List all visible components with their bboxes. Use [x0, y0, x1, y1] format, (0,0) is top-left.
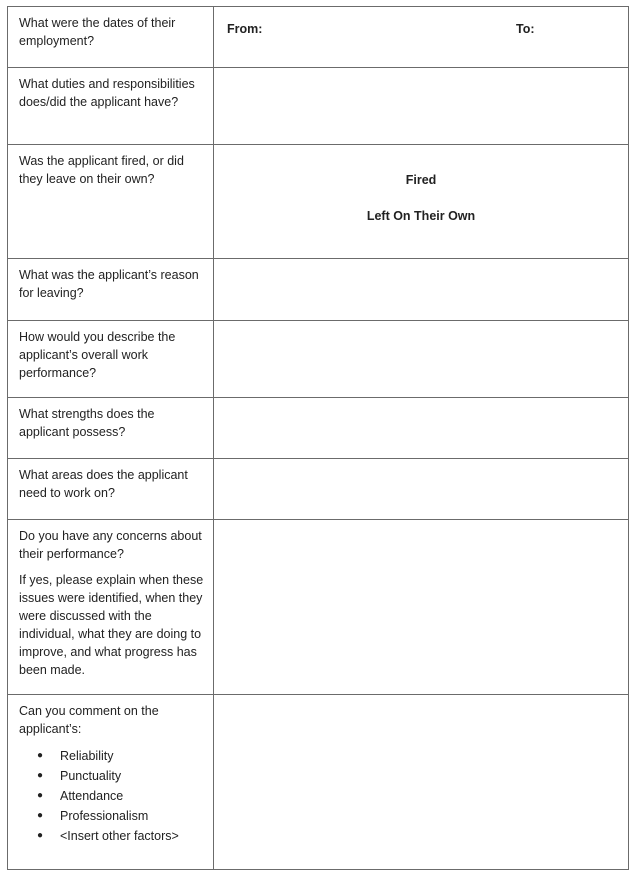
- answer-cell-dates[interactable]: [214, 7, 629, 68]
- table-row: [8, 695, 629, 870]
- question-text: What were the dates of their employment?: [19, 16, 176, 48]
- table-row: [8, 259, 629, 321]
- answer-cell[interactable]: [214, 68, 629, 145]
- list-item: ● Reliability: [19, 746, 205, 766]
- question-cell: [8, 520, 214, 695]
- question-cell: [8, 145, 214, 259]
- table-row: [8, 398, 629, 459]
- question-cell: [8, 7, 214, 68]
- factor-list: [19, 746, 205, 846]
- table-row: [8, 459, 629, 520]
- answer-cell[interactable]: [214, 520, 629, 695]
- question-text: Do you have any concerns about their performance?: [19, 529, 202, 561]
- answer-cell-options: [214, 145, 629, 259]
- option-fired[interactable]: Fired: [405, 173, 437, 187]
- question-text: What strengths does the applicant possess?: [19, 407, 155, 439]
- question-text: What duties and responsibilities does/did the applicant have?: [19, 77, 195, 109]
- question-cell: [8, 259, 214, 321]
- question-subtext: If yes, please explain when these issues were identified, when they were discussed with the individual, what they are doing to improve, and what progress has been made.: [19, 573, 204, 677]
- list-item: ● <Insert other factors>: [19, 826, 205, 846]
- question-cell: [8, 459, 214, 520]
- to-label: To:: [516, 22, 535, 36]
- question-text: How would you describe the applicant’s overall work performance?: [19, 330, 176, 380]
- question-cell: [8, 68, 214, 145]
- question-text: What areas does the applicant need to work on?: [19, 468, 188, 500]
- question-text: Can you comment on the applicant’s:: [19, 704, 159, 736]
- list-item: ● Punctuality: [19, 766, 205, 786]
- list-item: ● Attendance: [19, 786, 205, 806]
- table-row: [8, 321, 629, 398]
- answer-cell[interactable]: [214, 695, 629, 870]
- table-row: [8, 145, 629, 259]
- question-cell: [8, 398, 214, 459]
- answer-cell[interactable]: [214, 321, 629, 398]
- question-text: What was the applicant’s reason for leaving?: [19, 268, 199, 300]
- table-row: [8, 520, 629, 695]
- table-row: [8, 7, 629, 68]
- table-row: [8, 68, 629, 145]
- reference-check-table: [7, 6, 629, 870]
- question-text: Was the applicant fired, or did they leave on their own?: [19, 154, 184, 186]
- from-label: From:: [227, 22, 263, 36]
- answer-cell[interactable]: [214, 259, 629, 321]
- question-cell: [8, 695, 214, 870]
- answer-cell[interactable]: [214, 398, 629, 459]
- option-left-on-their-own[interactable]: Left On Their Own: [366, 209, 476, 223]
- answer-cell[interactable]: [214, 459, 629, 520]
- question-cell: [8, 321, 214, 398]
- list-item: ● Professionalism: [19, 806, 205, 826]
